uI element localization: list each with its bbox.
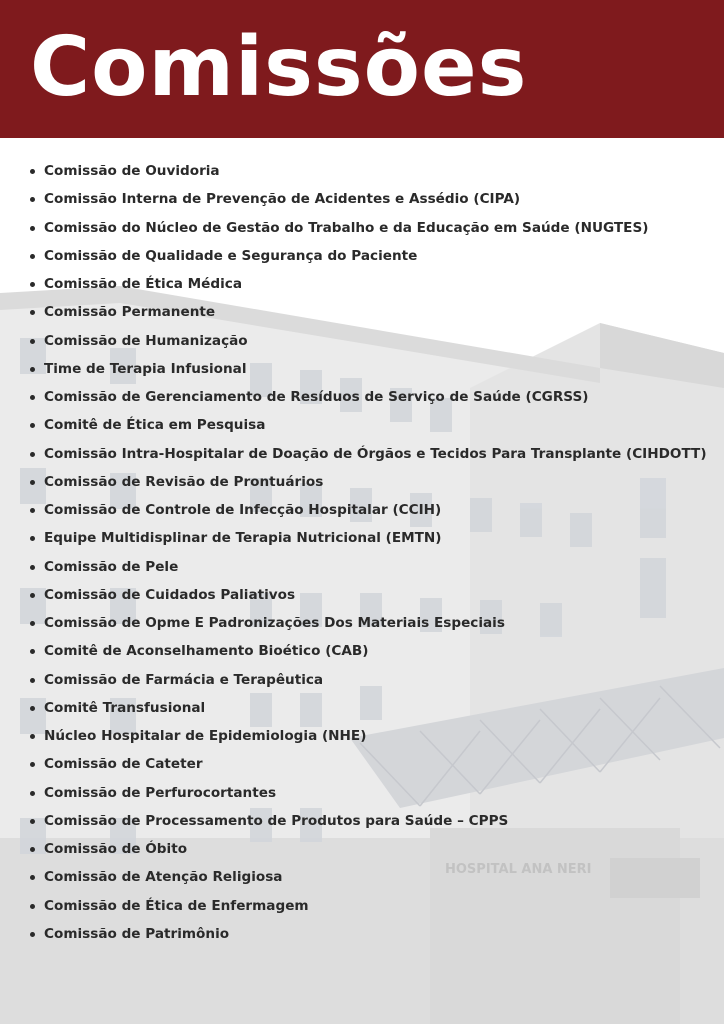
committee-item: Comissão de Óbito: [0, 835, 707, 863]
committee-item: Comissão de Perfurocortantes: [0, 779, 707, 807]
committee-item: Comissão de Ética Médica: [0, 270, 707, 298]
committee-item: Comissão Intra-Hospitalar de Doação de Órgãos e Tecidos Para Transplante (CIHDOTT): [0, 440, 707, 468]
committee-item: Comissão de Opme E Padronizações Dos Materiais Especiais: [0, 609, 707, 637]
header-banner: [0, 0, 724, 138]
committee-item: Comissão Permanente: [0, 298, 707, 326]
committee-item: Comissão Interna de Prevenção de Acidentes e Assédio (CIPA): [0, 185, 707, 213]
committee-item: Comitê de Aconselhamento Bioético (CAB): [0, 637, 707, 665]
committee-item: Comissão de Cateter: [0, 750, 707, 778]
committee-item: Comitê de Ética em Pesquisa: [0, 411, 707, 439]
building-signage: HOSPITAL ANA NERI: [445, 862, 592, 877]
committee-item: Comissão de Farmácia e Terapêutica: [0, 666, 707, 694]
committee-item: Time de Terapia Infusional: [0, 355, 707, 383]
committee-item: Comissão de Pele: [0, 553, 707, 581]
committee-item: Comissão de Humanização: [0, 327, 707, 355]
committee-list: [0, 157, 707, 948]
committee-item: Comissão de Ouvidoria: [0, 157, 707, 185]
committee-item: Comitê Transfusional: [0, 694, 707, 722]
committee-item: Comissão de Gerenciamento de Resíduos de Serviço de Saúde (CGRSS): [0, 383, 707, 411]
committee-item: Comissão de Processamento de Produtos para Saúde – CPPS: [0, 807, 707, 835]
page-title: Comissões: [30, 20, 528, 115]
committee-item: Comissão de Atenção Religiosa: [0, 863, 707, 891]
committee-item: Comissão de Controle de Infecção Hospitalar (CCIH): [0, 496, 707, 524]
committee-item: Comissão de Patrimônio: [0, 920, 707, 948]
committee-item: Comissão de Cuidados Paliativos: [0, 581, 707, 609]
committee-item: Núcleo Hospitalar de Epidemiologia (NHE): [0, 722, 707, 750]
committee-item: Equipe Multidisplinar de Terapia Nutricional (EMTN): [0, 524, 707, 552]
committee-item: Comissão de Qualidade e Segurança do Paciente: [0, 242, 707, 270]
committee-item: Comissão de Ética de Enfermagem: [0, 892, 707, 920]
committee-item: Comissão de Revisão de Prontuários: [0, 468, 707, 496]
committee-item: Comissão do Núcleo de Gestão do Trabalho e da Educação em Saúde (NUGTES): [0, 214, 707, 242]
